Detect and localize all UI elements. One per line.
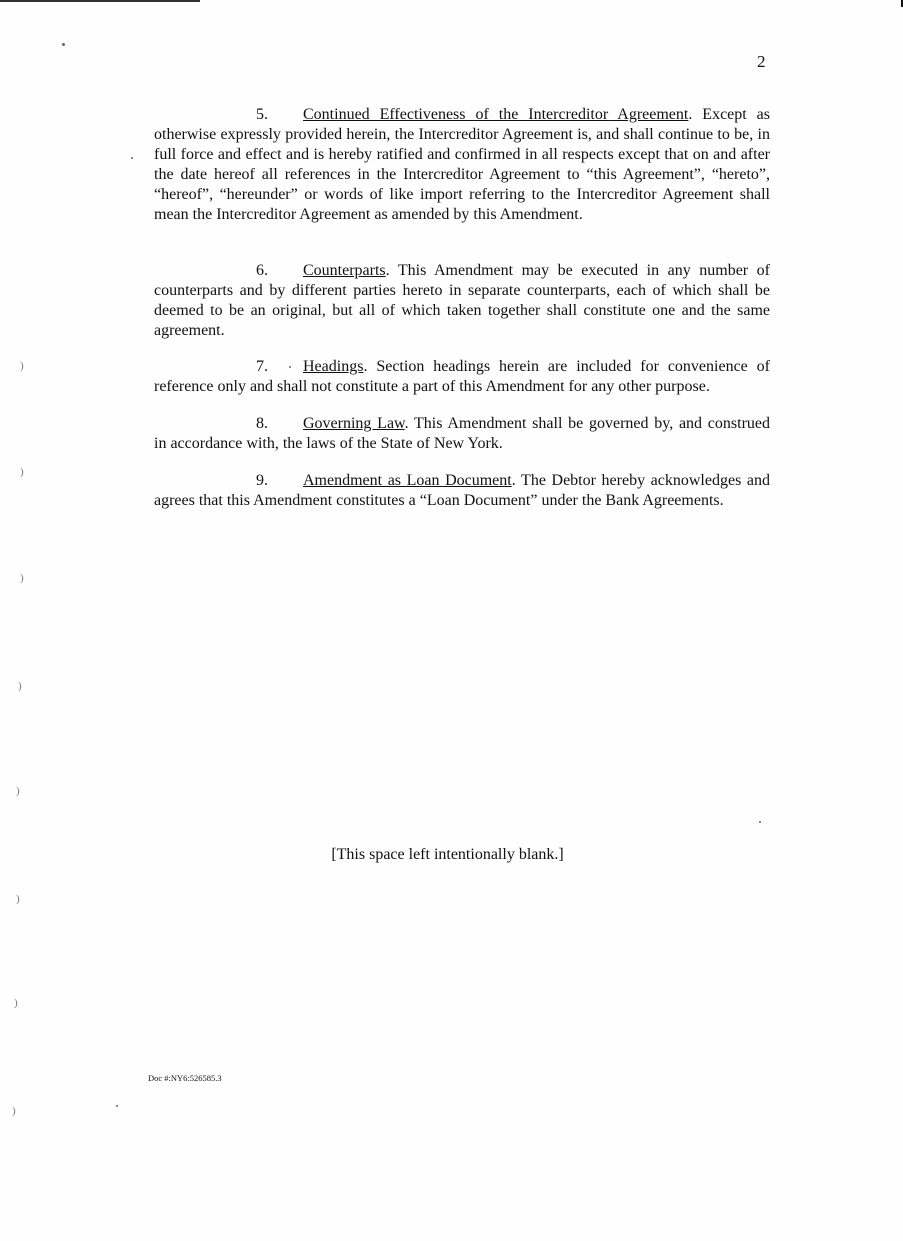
section-9 bbox=[154, 471, 770, 511]
scan-artifact-mark: ) bbox=[14, 997, 18, 1009]
section-text: . This Amendment may be executed in any number of counterparts and by different parties hereto in separate counterparts, each of which shall be deemed to be an original, but all of which taken together shall constitute one and the same agreement. bbox=[154, 262, 770, 339]
section-text: . Section headings herein are included for convenience of reference only and shall not constitute a part of this Amendment for any other purpose. bbox=[154, 358, 770, 395]
scan-speck bbox=[116, 1105, 118, 1107]
scan-artifact-mark: ) bbox=[16, 785, 20, 797]
section-7 bbox=[154, 357, 770, 397]
scan-artifact-mark: ) bbox=[20, 360, 24, 372]
section-8 bbox=[154, 414, 770, 454]
scan-speck bbox=[289, 366, 291, 368]
section-number: 9. bbox=[256, 472, 268, 489]
scan-speck bbox=[62, 43, 65, 46]
section-text: . This Amendment shall be governed by, and construed in accordance with, the laws of the State of New York. bbox=[154, 415, 771, 452]
section-number: 6. bbox=[256, 262, 268, 279]
section-number: 5. bbox=[256, 106, 268, 123]
section-5 bbox=[154, 105, 770, 225]
scan-speck bbox=[131, 157, 133, 159]
scan-artifact-mark: ) bbox=[16, 893, 20, 905]
scan-artifact-mark: ) bbox=[12, 1105, 16, 1117]
scan-artifact-mark: ) bbox=[20, 572, 24, 584]
footer-doc-id: Doc #:NY6:526585.3 bbox=[148, 1073, 222, 1083]
section-heading: Governing Law bbox=[303, 415, 405, 432]
section-number: 7. bbox=[256, 358, 268, 375]
scan-artifact-mark: ) bbox=[20, 466, 24, 478]
section-number: 8. bbox=[256, 415, 268, 432]
section-text: . The Debtor hereby acknowledges and agrees that this Amendment constitutes a “Loan Document” under the Bank Agreements. bbox=[154, 472, 770, 509]
page-number: 2 bbox=[757, 52, 766, 71]
scan-artifact-mark: ) bbox=[18, 680, 22, 692]
scan-speck bbox=[759, 821, 761, 823]
section-heading: Continued Effectiveness of the Intercreditor Agreement bbox=[303, 106, 689, 123]
top-edge-rule bbox=[0, 0, 200, 2]
intentionally-blank-note: [This space left intentionally blank.] bbox=[331, 846, 564, 863]
section-heading: Headings bbox=[303, 358, 364, 375]
section-6 bbox=[154, 261, 770, 341]
section-text: . Except as otherwise expressly provided herein, the Intercreditor Agreement is, and shall continue to be, in full force and effect and is hereby ratified and confirmed in all respects except that on and after the date hereof all references in the Intercreditor Agreement to “this Agreement”, “hereto”, “hereof”, “hereunder” or words of like import referring to the Intercreditor Agreement shall mean the Intercreditor Agreement as amended by this Amendment. bbox=[154, 106, 770, 223]
section-heading: Counterparts bbox=[303, 262, 386, 279]
section-heading: Amendment as Loan Document bbox=[303, 472, 512, 489]
